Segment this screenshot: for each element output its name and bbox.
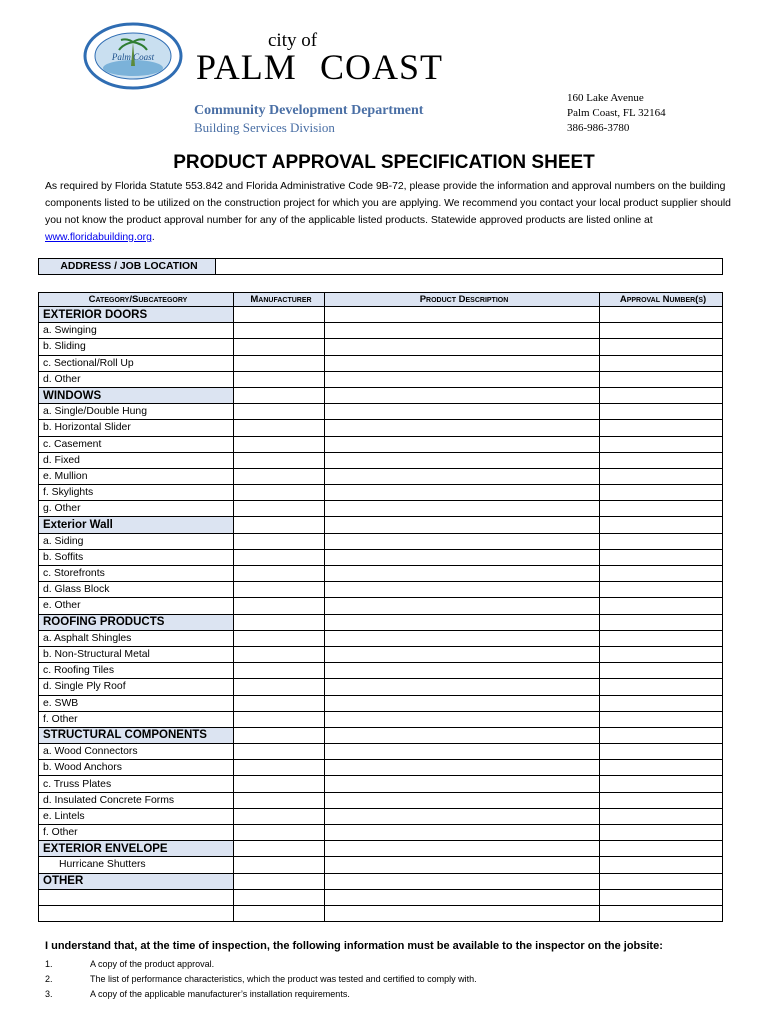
subcategory-label: d. Single Ply Roof xyxy=(39,679,234,695)
approval-number-cell[interactable] xyxy=(600,517,723,533)
subcategory-label: f. Skylights xyxy=(39,485,234,501)
table-row xyxy=(39,760,723,776)
table-row xyxy=(39,355,723,371)
description-cell[interactable] xyxy=(325,598,600,614)
description-cell[interactable] xyxy=(325,679,600,695)
table-row xyxy=(39,582,723,598)
table-row xyxy=(39,792,723,808)
approval-number-cell[interactable] xyxy=(600,776,723,792)
table-row xyxy=(39,323,723,339)
description-cell[interactable] xyxy=(325,387,600,403)
manufacturer-cell[interactable] xyxy=(234,857,325,873)
description-cell[interactable] xyxy=(325,404,600,420)
footer-heading: I understand that, at the time of inspection, the following information must be available to the inspector on the jobsite: xyxy=(45,940,663,952)
subcategory-label: e. Mullion xyxy=(39,468,234,484)
table-row xyxy=(39,485,723,501)
approval-number-cell[interactable] xyxy=(600,792,723,808)
table-row xyxy=(39,452,723,468)
approval-number-cell[interactable] xyxy=(600,695,723,711)
table-row xyxy=(39,905,723,921)
manufacturer-cell[interactable] xyxy=(234,695,325,711)
florida-building-link[interactable]: www.floridabuilding.org xyxy=(45,232,152,243)
table-row xyxy=(39,808,723,824)
manufacturer-cell[interactable] xyxy=(234,436,325,452)
intro-paragraph xyxy=(45,178,735,246)
approval-number-cell[interactable] xyxy=(600,614,723,630)
manufacturer-cell[interactable] xyxy=(234,614,325,630)
description-cell[interactable] xyxy=(325,420,600,436)
subcategory-label: b. Soffits xyxy=(39,549,234,565)
manufacturer-cell[interactable] xyxy=(234,679,325,695)
description-cell[interactable] xyxy=(325,776,600,792)
subcategory-label: a. Siding xyxy=(39,533,234,549)
subcategory-label: d. Fixed xyxy=(39,452,234,468)
manufacturer-cell[interactable] xyxy=(234,744,325,760)
city-seal-logo xyxy=(83,22,183,90)
description-cell[interactable] xyxy=(325,533,600,549)
approval-number-cell[interactable] xyxy=(600,420,723,436)
manufacturer-cell[interactable] xyxy=(234,598,325,614)
footer-item-number: 1. xyxy=(45,959,53,969)
category-label: EXTERIOR DOORS xyxy=(39,307,234,323)
table-row xyxy=(39,857,723,873)
manufacturer-cell[interactable] xyxy=(234,323,325,339)
subcategory-label: c. Storefronts xyxy=(39,566,234,582)
manufacturer-cell[interactable] xyxy=(234,873,325,889)
category-row xyxy=(39,727,723,743)
manufacturer-cell[interactable] xyxy=(234,825,325,841)
description-cell[interactable] xyxy=(325,905,600,921)
subcategory-label: a. Swinging xyxy=(39,323,234,339)
manufacturer-cell[interactable] xyxy=(234,355,325,371)
table-row xyxy=(39,630,723,646)
approval-number-cell[interactable] xyxy=(600,501,723,517)
description-cell[interactable] xyxy=(325,485,600,501)
department-name: Community Development Department xyxy=(194,103,424,118)
approval-number-cell[interactable] xyxy=(600,566,723,582)
approval-number-cell[interactable] xyxy=(600,371,723,387)
approval-number-cell[interactable] xyxy=(600,727,723,743)
description-cell[interactable] xyxy=(325,873,600,889)
table-row xyxy=(39,711,723,727)
description-cell[interactable] xyxy=(325,663,600,679)
approval-number-cell[interactable] xyxy=(600,582,723,598)
subcategory-label: d. Glass Block xyxy=(39,582,234,598)
approval-number-cell[interactable] xyxy=(600,404,723,420)
subcategory-label: b. Sliding xyxy=(39,339,234,355)
approval-number-cell[interactable] xyxy=(600,533,723,549)
subcategory-label: c. Truss Plates xyxy=(39,776,234,792)
table-row xyxy=(39,549,723,565)
approval-number-cell[interactable] xyxy=(600,857,723,873)
description-cell[interactable] xyxy=(325,727,600,743)
subcategory-label: b. Wood Anchors xyxy=(39,760,234,776)
approval-number-cell[interactable] xyxy=(600,760,723,776)
footer-item-number: 2. xyxy=(45,974,53,984)
subcategory-label: b. Horizontal Slider xyxy=(39,420,234,436)
category-row xyxy=(39,307,723,323)
table-row xyxy=(39,744,723,760)
subcategory-label: Hurricane Shutters xyxy=(39,857,234,873)
description-cell[interactable] xyxy=(325,808,600,824)
manufacturer-cell[interactable] xyxy=(234,452,325,468)
manufacturer-cell[interactable] xyxy=(234,501,325,517)
description-cell[interactable] xyxy=(325,452,600,468)
approval-number-cell[interactable] xyxy=(600,711,723,727)
table-row xyxy=(39,501,723,517)
category-label: OTHER xyxy=(39,873,234,889)
description-cell[interactable] xyxy=(325,889,600,905)
approval-number-cell[interactable] xyxy=(600,598,723,614)
table-row xyxy=(39,889,723,905)
manufacturer-cell[interactable] xyxy=(234,566,325,582)
description-cell[interactable] xyxy=(325,744,600,760)
category-row xyxy=(39,517,723,533)
category-label: Exterior Wall xyxy=(39,517,234,533)
approval-number-cell[interactable] xyxy=(600,808,723,824)
manufacturer-cell[interactable] xyxy=(234,792,325,808)
category-row xyxy=(39,873,723,889)
table-row xyxy=(39,404,723,420)
approval-number-cell[interactable] xyxy=(600,452,723,468)
category-row xyxy=(39,614,723,630)
approval-number-cell[interactable] xyxy=(600,307,723,323)
footer-item-text: The list of performance characteristics, which the product was tested and certified to comply with. xyxy=(90,974,477,984)
description-cell[interactable] xyxy=(325,582,600,598)
description-cell[interactable] xyxy=(325,841,600,857)
approval-number-cell[interactable] xyxy=(600,873,723,889)
column-header-approval: Approval Number(s) xyxy=(600,293,723,307)
column-header-manufacturer: Manufacturer xyxy=(234,293,325,307)
table-row xyxy=(39,695,723,711)
subcategory-label: b. Non-Structural Metal xyxy=(39,646,234,662)
subcategory-label: a. Asphalt Shingles xyxy=(39,630,234,646)
approval-number-cell[interactable] xyxy=(600,646,723,662)
manufacturer-cell[interactable] xyxy=(234,404,325,420)
manufacturer-cell[interactable] xyxy=(234,808,325,824)
address-input-cell[interactable] xyxy=(216,259,723,275)
table-row xyxy=(39,436,723,452)
manufacturer-cell[interactable] xyxy=(234,582,325,598)
manufacturer-cell[interactable] xyxy=(234,711,325,727)
description-cell[interactable] xyxy=(325,436,600,452)
logo-coast: COAST xyxy=(320,47,444,87)
category-label: ROOFING PRODUCTS xyxy=(39,614,234,630)
table-row xyxy=(39,663,723,679)
manufacturer-cell[interactable] xyxy=(234,485,325,501)
manufacturer-cell[interactable] xyxy=(234,533,325,549)
table-row xyxy=(39,468,723,484)
subcategory-label: g. Other xyxy=(39,501,234,517)
column-header-category: Category/Subcategory xyxy=(39,293,234,307)
approval-number-cell[interactable] xyxy=(600,339,723,355)
subcategory-label: f. Other xyxy=(39,825,234,841)
manufacturer-cell[interactable] xyxy=(234,339,325,355)
seal-center-text: Palm Coast xyxy=(111,52,155,62)
category-label: WINDOWS xyxy=(39,387,234,403)
description-cell[interactable] xyxy=(325,307,600,323)
subcategory-label: d. Insulated Concrete Forms xyxy=(39,792,234,808)
approval-number-cell[interactable] xyxy=(600,825,723,841)
manufacturer-cell[interactable] xyxy=(234,776,325,792)
manufacturer-cell[interactable] xyxy=(234,371,325,387)
address-line-2: Palm Coast, FL 32164 xyxy=(567,107,666,119)
description-cell[interactable] xyxy=(325,825,600,841)
description-cell[interactable] xyxy=(325,566,600,582)
category-label: EXTERIOR ENVELOPE xyxy=(39,841,234,857)
description-cell[interactable] xyxy=(325,614,600,630)
approval-number-cell[interactable] xyxy=(600,630,723,646)
division-name: Building Services Division xyxy=(194,120,335,135)
manufacturer-cell[interactable] xyxy=(234,517,325,533)
footer-item-number: 3. xyxy=(45,989,53,999)
category-row xyxy=(39,841,723,857)
subcategory-label: e. SWB xyxy=(39,695,234,711)
manufacturer-cell[interactable] xyxy=(234,663,325,679)
address-label: ADDRESS / JOB LOCATION xyxy=(39,259,216,275)
manufacturer-cell[interactable] xyxy=(234,630,325,646)
manufacturer-cell[interactable] xyxy=(234,727,325,743)
subcategory-label: c. Sectional/Roll Up xyxy=(39,355,234,371)
description-cell[interactable] xyxy=(325,760,600,776)
subcategory-label: c. Roofing Tiles xyxy=(39,663,234,679)
footer-item-text: A copy of the applicable manufacturer’s installation requirements. xyxy=(90,989,350,999)
description-cell[interactable] xyxy=(325,792,600,808)
subcategory-label: a. Single/Double Hung xyxy=(39,404,234,420)
approval-number-cell[interactable] xyxy=(600,663,723,679)
manufacturer-cell[interactable] xyxy=(234,760,325,776)
description-cell[interactable] xyxy=(325,501,600,517)
description-cell[interactable] xyxy=(325,549,600,565)
description-cell[interactable] xyxy=(325,517,600,533)
subcategory-label: f. Other xyxy=(39,711,234,727)
approval-number-cell[interactable] xyxy=(600,549,723,565)
approval-number-cell[interactable] xyxy=(600,436,723,452)
description-cell[interactable] xyxy=(325,646,600,662)
approval-number-cell[interactable] xyxy=(600,889,723,905)
approval-number-cell[interactable] xyxy=(600,905,723,921)
approval-number-cell[interactable] xyxy=(600,468,723,484)
manufacturer-cell[interactable] xyxy=(234,468,325,484)
description-cell[interactable] xyxy=(325,468,600,484)
manufacturer-cell[interactable] xyxy=(234,889,325,905)
manufacturer-cell[interactable] xyxy=(234,420,325,436)
manufacturer-cell[interactable] xyxy=(234,307,325,323)
approval-number-cell[interactable] xyxy=(600,679,723,695)
subcategory-label: a. Wood Connectors xyxy=(39,744,234,760)
subcategory-label xyxy=(39,905,234,921)
subcategory-label: e. Other xyxy=(39,598,234,614)
manufacturer-cell[interactable] xyxy=(234,387,325,403)
description-cell[interactable] xyxy=(325,371,600,387)
address-line-3: 386-986-3780 xyxy=(567,122,630,134)
table-row xyxy=(39,776,723,792)
table-row xyxy=(39,420,723,436)
approval-number-cell[interactable] xyxy=(600,485,723,501)
approval-number-cell[interactable] xyxy=(600,387,723,403)
subcategory-label xyxy=(39,889,234,905)
approval-number-cell[interactable] xyxy=(600,323,723,339)
product-table xyxy=(38,292,723,922)
table-row xyxy=(39,533,723,549)
category-row xyxy=(39,387,723,403)
table-row xyxy=(39,339,723,355)
subcategory-label: d. Other xyxy=(39,371,234,387)
address-line-1: 160 Lake Avenue xyxy=(567,92,644,104)
subcategory-label: c. Casement xyxy=(39,436,234,452)
table-row xyxy=(39,371,723,387)
description-cell[interactable] xyxy=(325,695,600,711)
manufacturer-cell[interactable] xyxy=(234,549,325,565)
address-table xyxy=(38,258,723,275)
table-row xyxy=(39,825,723,841)
description-cell[interactable] xyxy=(325,711,600,727)
table-row xyxy=(39,566,723,582)
description-cell[interactable] xyxy=(325,323,600,339)
manufacturer-cell[interactable] xyxy=(234,841,325,857)
description-cell[interactable] xyxy=(325,857,600,873)
table-row xyxy=(39,646,723,662)
table-row xyxy=(39,679,723,695)
manufacturer-cell[interactable] xyxy=(234,646,325,662)
page-title: PRODUCT APPROVAL SPECIFICATION SHEET xyxy=(173,152,595,173)
intro-text: As required by Florida Statute 553.842 and Florida Administrative Code 9B-72, please provide the information and approval numbers on the building components listed to be utilized on the construction project for which you are applying. We recommend you contact your local product supplier should you not know the product approval number for any of the applicable listed products. Statewide approved products are listed online at xyxy=(45,181,731,226)
logo-city-of: city of xyxy=(268,30,318,51)
approval-number-cell[interactable] xyxy=(600,744,723,760)
approval-number-cell[interactable] xyxy=(600,841,723,857)
intro-end: . xyxy=(151,232,155,243)
table-row xyxy=(39,598,723,614)
description-cell[interactable] xyxy=(325,630,600,646)
logo-palm: PALM xyxy=(196,47,297,87)
approval-number-cell[interactable] xyxy=(600,355,723,371)
footer-item-text: A copy of the product approval. xyxy=(90,959,215,969)
manufacturer-cell[interactable] xyxy=(234,905,325,921)
subcategory-label: e. Lintels xyxy=(39,808,234,824)
description-cell[interactable] xyxy=(325,339,600,355)
column-header-description: Product Description xyxy=(325,293,600,307)
description-cell[interactable] xyxy=(325,355,600,371)
category-label: STRUCTURAL COMPONENTS xyxy=(39,727,234,743)
